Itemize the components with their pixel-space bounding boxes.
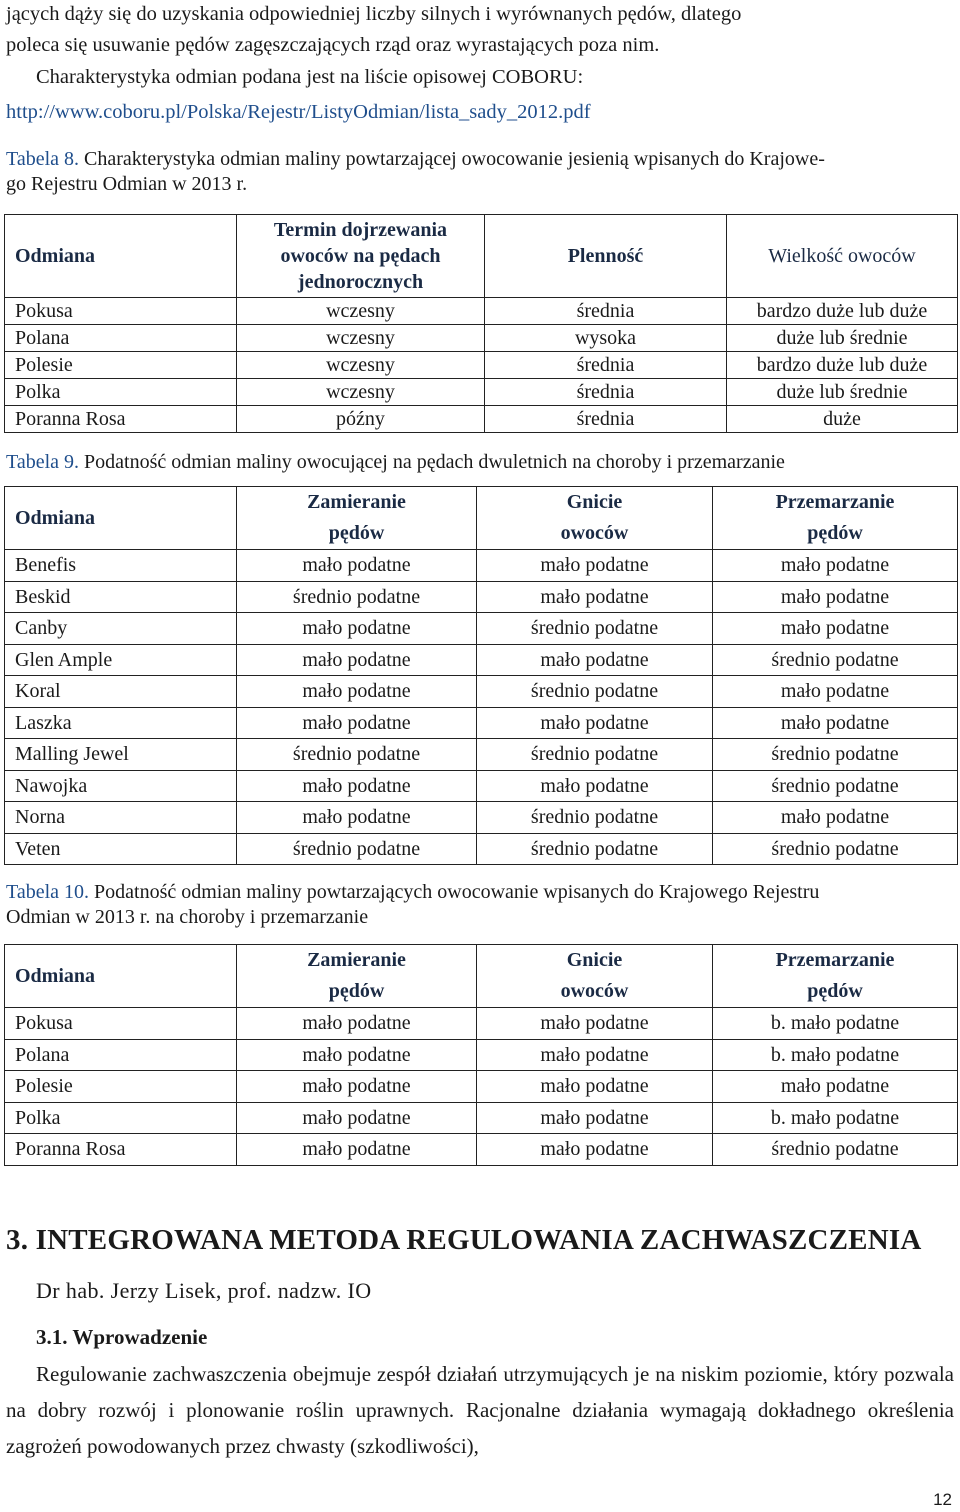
table-row (5, 298, 958, 325)
page-number: 12 (933, 1490, 952, 1509)
table10-header-odmiana: Odmiana (5, 945, 237, 1008)
table-row (5, 1008, 958, 1040)
table-row (5, 739, 958, 771)
table10-header-gnicie (477, 945, 713, 1008)
table-row (5, 1071, 958, 1103)
table9-header-zamieranie-l2: pędów (328, 522, 385, 544)
table-cell: średnio podatne (237, 581, 477, 613)
table-cell: średnia (485, 298, 727, 325)
table-cell: średnio podatne (713, 739, 958, 771)
table-cell: mało podatne (237, 676, 477, 708)
table-cell: mało podatne (477, 644, 713, 676)
table8-caption (6, 147, 825, 197)
table-cell: mało podatne (713, 802, 958, 834)
table-cell: średnio podatne (477, 833, 713, 865)
table8-header-wielkosc: Wielkość owoców (727, 215, 958, 298)
table-cell: mało podatne (477, 581, 713, 613)
cell-variety: Glen Ample (5, 644, 237, 676)
table-cell: mało podatne (477, 1102, 713, 1134)
intro-line-3: Charakterystyka odmian podana jest na liście opisowej COBORU: (36, 66, 584, 88)
table-cell: duże lub średnie (727, 325, 958, 352)
table-cell: średnio podatne (477, 802, 713, 834)
intro-url-line (6, 98, 591, 126)
cell-variety: Koral (5, 676, 237, 708)
table-cell: mało podatne (713, 581, 958, 613)
cell-variety: Pokusa (5, 298, 237, 325)
table-cell: średnio podatne (237, 739, 477, 771)
table-cell: średnio podatne (477, 676, 713, 708)
table8-caption-text-2: go Rejestru Odmian w 2013 r. (6, 173, 248, 195)
table-cell: mało podatne (237, 802, 477, 834)
table-cell: wczesny (237, 379, 485, 406)
table-row (5, 379, 958, 406)
table-cell: mało podatne (713, 550, 958, 582)
section-heading: 3. INTEGROWANA METODA REGULOWANIA ZACHWASZCZENIA (6, 1224, 922, 1256)
table10 (4, 944, 958, 1166)
table-row (5, 833, 958, 865)
table10-caption-text-2: Odmian w 2013 r. na choroby i przemarzanie (6, 906, 369, 928)
table-cell: mało podatne (237, 1134, 477, 1166)
table-cell: mało podatne (237, 707, 477, 739)
table10-header-row (5, 945, 958, 1008)
table10-header-zamieranie-l2: pędów (328, 980, 385, 1002)
table-cell: mało podatne (237, 770, 477, 802)
table8-header-plennosc: Plenność (485, 215, 727, 298)
table-cell: wczesny (237, 352, 485, 379)
table-cell: wczesny (237, 298, 485, 325)
table-cell: mało podatne (477, 770, 713, 802)
table-cell: b. mało podatne (713, 1039, 958, 1071)
intro-line-2: poleca się usuwanie pędów zagęszczających rząd oraz wyrastających poza nim. (6, 34, 660, 56)
table-cell: mało podatne (237, 644, 477, 676)
cell-variety: Polka (5, 1102, 237, 1134)
table-row (5, 802, 958, 834)
table10-header-zamieranie-l1: Zamieranie (307, 949, 406, 971)
table-row (5, 406, 958, 433)
table-cell: średnio podatne (237, 833, 477, 865)
table9-body (5, 550, 958, 865)
table-cell: wczesny (237, 325, 485, 352)
table-row (5, 644, 958, 676)
cell-variety: Poranna Rosa (5, 406, 237, 433)
table-cell: mało podatne (237, 1039, 477, 1071)
table-cell: mało podatne (477, 1071, 713, 1103)
table-cell: mało podatne (477, 1134, 713, 1166)
section-body: Regulowanie zachwaszczenia obejmuje zespół działań utrzymujących je na niskim poziomie, który pozwala na dobry rozwój i plonowanie roślin uprawnych. Racjonalne działania wymagają dokładnego określenia zagrożeń powodowanych przez chwasty (szkodliwości), (6, 1362, 954, 1458)
table-cell: mało podatne (713, 613, 958, 645)
table-row (5, 770, 958, 802)
cell-variety: Malling Jewel (5, 739, 237, 771)
table9-caption-label: Tabela 9. (6, 451, 80, 473)
table-cell: mało podatne (477, 1008, 713, 1040)
table9-header-gnicie-l1: Gnicie (566, 491, 623, 513)
cell-variety: Nawojka (5, 770, 237, 802)
table-cell: wysoka (485, 325, 727, 352)
table-cell: b. mało podatne (713, 1008, 958, 1040)
table10-header-gnicie-l1: Gnicie (566, 949, 623, 971)
section-author: Dr hab. Jerzy Lisek, prof. nadzw. IO (36, 1278, 372, 1303)
table10-header-przemarzanie (713, 945, 958, 1008)
cell-variety: Polka (5, 379, 237, 406)
table9 (4, 486, 958, 865)
table-cell: średnio podatne (713, 1134, 958, 1166)
cell-variety: Canby (5, 613, 237, 645)
table-cell: mało podatne (713, 1071, 958, 1103)
table10-header-przemarzanie-l2: pędów (807, 980, 863, 1002)
table-cell: mało podatne (237, 550, 477, 582)
table8-header-termin: Termin dojrzewania owoców na pędach jednorocznych (237, 215, 485, 298)
table10-header-gnicie-l2: owoców (560, 980, 629, 1002)
cell-variety: Norna (5, 802, 237, 834)
table10-caption-label: Tabela 10. (6, 881, 90, 903)
cell-variety: Beskid (5, 581, 237, 613)
table-cell: mało podatne (477, 707, 713, 739)
table-cell: średnia (485, 406, 727, 433)
table-cell: średnia (485, 352, 727, 379)
table8-header-row (5, 215, 958, 298)
table-row (5, 707, 958, 739)
table-cell: duże lub średnie (727, 379, 958, 406)
table-cell: b. mało podatne (713, 1102, 958, 1134)
table-row (5, 550, 958, 582)
table-cell: mało podatne (477, 1039, 713, 1071)
table-row (5, 676, 958, 708)
section-subheading: 3.1. Wprowadzenie (36, 1325, 208, 1349)
table10-caption (6, 880, 819, 930)
table-row (5, 1134, 958, 1166)
table-cell: mało podatne (713, 676, 958, 708)
table9-caption (6, 450, 785, 475)
cell-variety: Polana (5, 1039, 237, 1071)
table8-header-odmiana: Odmiana (5, 215, 237, 298)
table10-body (5, 1008, 958, 1166)
table9-header-przemarzanie-l1: Przemarzanie (775, 491, 895, 513)
table10-header-zamieranie (237, 945, 477, 1008)
table-cell: średnio podatne (713, 833, 958, 865)
coboru-link[interactable]: http://www.coboru.pl/Polska/Rejestr/ListyOdmian/lista_sady_2012.pdf (6, 101, 591, 123)
table-cell: mało podatne (477, 550, 713, 582)
table-cell: mało podatne (237, 1071, 477, 1103)
cell-variety: Laszka (5, 707, 237, 739)
table9-header-zamieranie (237, 487, 477, 550)
table-cell: mało podatne (713, 707, 958, 739)
cell-variety: Veten (5, 833, 237, 865)
table-row (5, 325, 958, 352)
table9-header-row (5, 487, 958, 550)
table-cell: mało podatne (237, 613, 477, 645)
table-cell: mało podatne (237, 1102, 477, 1134)
table9-caption-text: Podatność odmian maliny owocującej na pędach dwuletnich na choroby i przemarzanie (84, 451, 785, 473)
table8-caption-text: Charakterystyka odmian maliny powtarzającej owocowanie jesienią wpisanych do Krajowe- (84, 148, 825, 170)
table-cell: duże (727, 406, 958, 433)
table-cell: późny (237, 406, 485, 433)
table-row (5, 1102, 958, 1134)
table-cell: średnia (485, 379, 727, 406)
cell-variety: Polesie (5, 352, 237, 379)
table-cell: średnio podatne (477, 739, 713, 771)
intro-line-1: jących dąży się do uzyskania odpowiedniej liczby silnych i wyrównanych pędów, dlatego (6, 3, 742, 25)
cell-variety: Polana (5, 325, 237, 352)
table-row (5, 352, 958, 379)
table-cell: bardzo duże lub duże (727, 298, 958, 325)
cell-variety: Benefis (5, 550, 237, 582)
table8-body (5, 298, 958, 433)
table8 (4, 214, 958, 433)
table-row (5, 581, 958, 613)
table9-header-przemarzanie (713, 487, 958, 550)
table9-header-odmiana: Odmiana (5, 487, 237, 550)
table8-caption-label: Tabela 8. (6, 148, 80, 170)
table9-header-gnicie (477, 487, 713, 550)
table9-header-zamieranie-l1: Zamieranie (307, 491, 406, 513)
table-cell: średnio podatne (713, 644, 958, 676)
table9-header-przemarzanie-l2: pędów (807, 522, 863, 544)
table-cell: średnio podatne (713, 770, 958, 802)
table-cell: bardzo duże lub duże (727, 352, 958, 379)
table-row (5, 613, 958, 645)
table-cell: średnio podatne (477, 613, 713, 645)
cell-variety: Polesie (5, 1071, 237, 1103)
table-cell: mało podatne (237, 1008, 477, 1040)
table10-header-przemarzanie-l1: Przemarzanie (775, 949, 895, 971)
cell-variety: Pokusa (5, 1008, 237, 1040)
table9-header-gnicie-l2: owoców (560, 522, 629, 544)
cell-variety: Poranna Rosa (5, 1134, 237, 1166)
table-row (5, 1039, 958, 1071)
table10-caption-text: Podatność odmian maliny powtarzających owocowanie wpisanych do Krajowego Rejestru (94, 881, 820, 903)
